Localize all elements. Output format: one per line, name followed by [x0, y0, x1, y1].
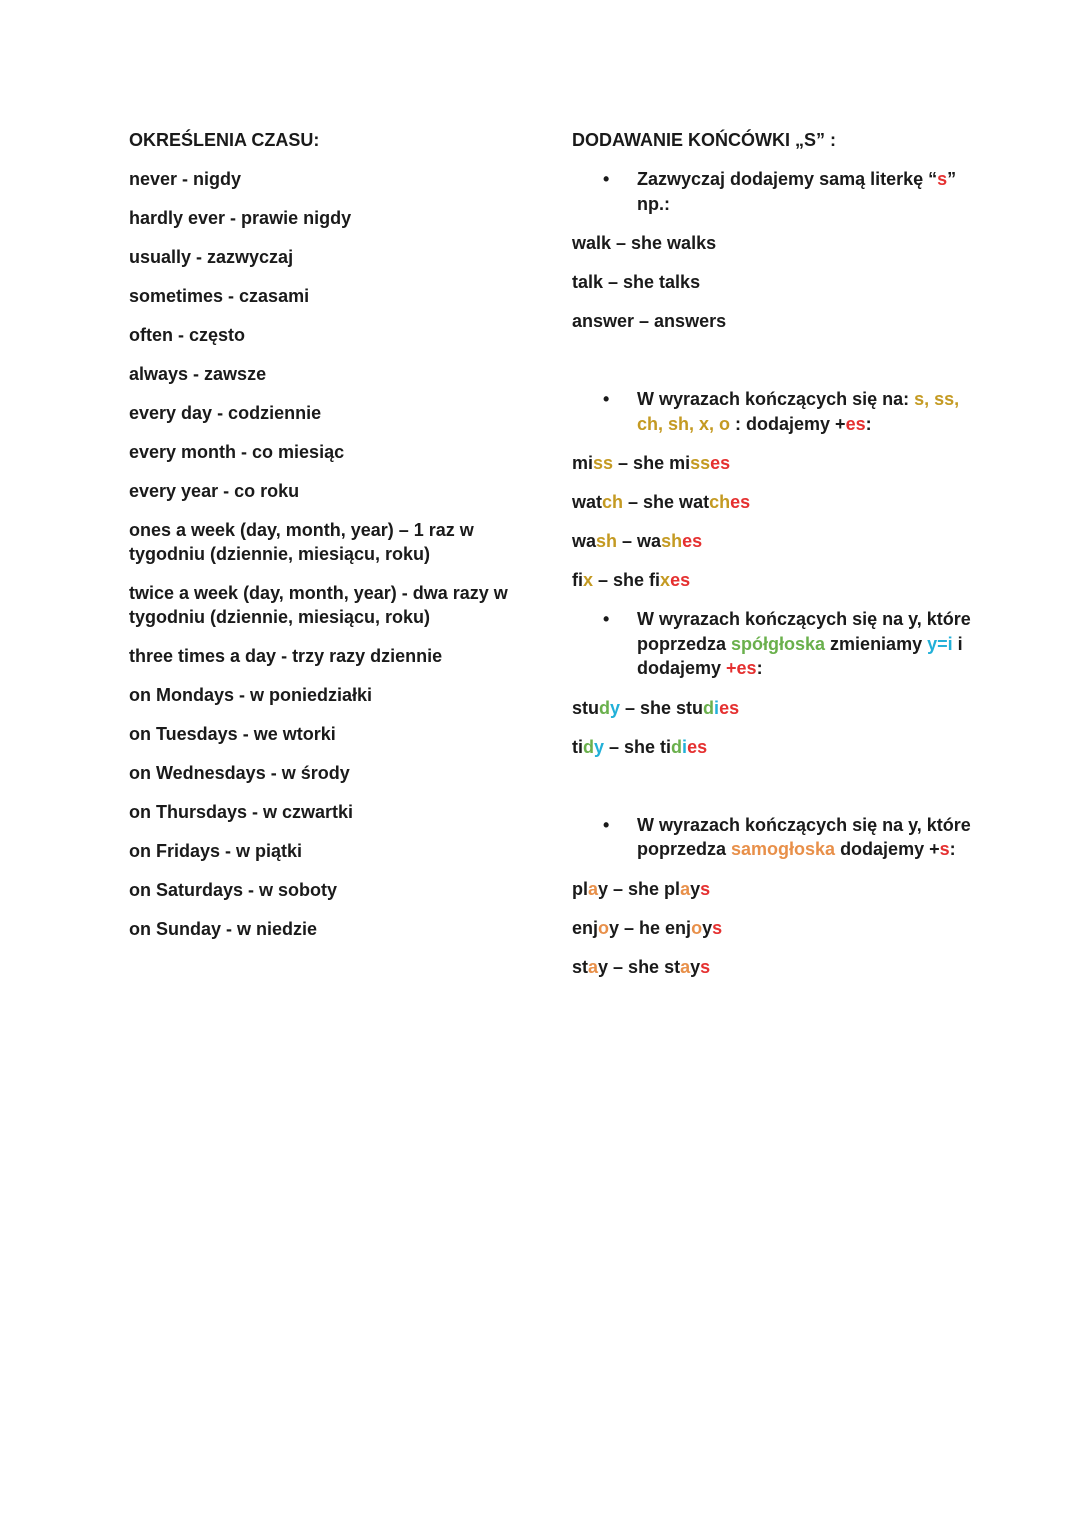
text-segment: dodajemy + [835, 839, 940, 859]
time-expression-item: on Tuesdays - we wtorki [129, 724, 336, 744]
text-segment: y [690, 956, 701, 977]
section-plain-s [572, 167, 972, 333]
examples-list [572, 231, 972, 333]
examples-list [572, 451, 972, 592]
time-expression-item: ones a week (day, month, year) – 1 raz w tygodniu (dziennie, miesiącu, roku) [129, 520, 474, 564]
example-line [572, 529, 972, 553]
highlight-red: es [730, 492, 751, 512]
highlight-green: d [671, 736, 683, 757]
text-segment: zmieniamy [825, 633, 928, 654]
time-expression-item: usually - zazwyczaj [129, 247, 294, 267]
example-line [572, 309, 972, 333]
s-ending-column [572, 128, 972, 994]
highlight-orange: o [598, 917, 610, 938]
highlight-red: +es [726, 658, 757, 678]
text-segment: fi [572, 570, 583, 590]
example-line [572, 696, 972, 720]
text-segment: y – he enj [609, 917, 692, 938]
text-segment: y [690, 878, 701, 899]
highlight-green: d [583, 736, 594, 757]
text-segment: ti [572, 736, 583, 757]
highlight-green: spółgłoska [731, 633, 826, 654]
text-segment: talk – she talks [572, 272, 701, 292]
time-expressions-list [129, 167, 529, 941]
time-expressions-heading: OKREŚLENIA CZASU: [129, 130, 320, 150]
example-line [572, 490, 972, 514]
time-expression-item: twice a week (day, month, year) - dwa razy w tygodniu (dziennie, miesiącu, roku) [129, 583, 508, 627]
highlight-red: s [712, 917, 723, 938]
time-expression-item: every year - co roku [129, 481, 300, 501]
example-line [572, 916, 972, 940]
text-segment: stu [572, 697, 599, 718]
highlight-cyan: i [682, 736, 688, 757]
highlight-orange: samogłoska [731, 839, 836, 859]
text-segment: wa [572, 531, 597, 551]
rule-vowel-y [572, 813, 972, 862]
section-consonant-y [572, 607, 972, 759]
section-vowel-y [572, 813, 972, 979]
highlight-red: es [710, 453, 731, 473]
highlight-orange: a [588, 956, 599, 977]
text-segment: walk – she walks [572, 233, 717, 253]
time-expression-item: every month - co miesiąc [129, 442, 345, 462]
text-segment: – she mi [613, 453, 691, 473]
example-line [572, 877, 972, 901]
highlight-gold: ch [709, 492, 731, 512]
text-segment: : [865, 413, 872, 434]
text-segment: y – she st [598, 956, 681, 977]
bullet-icon: • [603, 609, 610, 629]
bullet-icon: • [603, 389, 610, 409]
s-ending-heading: DODAWANIE KOŃCÓWKI „S” : [572, 130, 836, 150]
rule-text [637, 169, 956, 214]
highlight-gold: ss [690, 453, 711, 473]
text-segment: ” np.: [637, 169, 957, 214]
highlight-red: es [719, 697, 740, 718]
text-segment: y [702, 917, 713, 938]
time-expressions-column [129, 128, 529, 956]
highlight-red: s [939, 839, 950, 859]
text-segment: : [949, 839, 956, 859]
time-expression-item: every day - codziennie [129, 403, 322, 423]
text-segment: i dodajemy [637, 633, 963, 678]
highlight-gold: s, ss, ch, sh, x, o [637, 389, 960, 434]
time-expression-item: on Fridays - w piątki [129, 841, 303, 861]
text-segment: pl [572, 878, 588, 899]
highlight-orange: a [680, 956, 691, 977]
rule-es [572, 387, 972, 436]
highlight-cyan: y=i [927, 633, 953, 654]
time-expression-item: never - nigdy [129, 169, 242, 189]
rule-plain-s [572, 167, 972, 216]
examples-list [572, 877, 972, 979]
example-line [572, 231, 972, 255]
time-expression-item: sometimes - czasami [129, 286, 310, 306]
highlight-cyan: i [714, 697, 720, 718]
highlight-green: d [599, 697, 610, 718]
highlight-gold: x [583, 570, 594, 590]
example-line [572, 735, 972, 759]
text-segment: : [756, 658, 763, 678]
time-expression-item: always - zawsze [129, 364, 267, 384]
section-es [572, 387, 972, 592]
highlight-red: s [700, 878, 711, 899]
time-expression-item: on Sunday - w niedzie [129, 919, 318, 939]
time-expression-item: on Mondays - w poniedziałki [129, 685, 373, 705]
highlight-green: d [703, 697, 715, 718]
rule-text [637, 609, 971, 678]
text-segment: wat [572, 492, 603, 512]
time-expression-item: on Wednesdays - w środy [129, 763, 350, 783]
example-line [572, 451, 972, 475]
text-segment: W wyrazach kończących się na y, które poprzedza [637, 609, 971, 654]
text-segment: W wyrazach kończących się na y, które poprzedza [637, 814, 971, 859]
highlight-red: s [937, 169, 948, 189]
highlight-red: es [687, 736, 708, 757]
highlight-cyan: y [610, 697, 621, 718]
rule-text [637, 389, 959, 434]
highlight-red: s [700, 956, 711, 977]
time-expression-item: on Saturdays - w soboty [129, 880, 338, 900]
highlight-gold: ss [593, 453, 614, 473]
example-line [572, 568, 972, 592]
highlight-red: es [845, 413, 866, 434]
text-segment: mi [572, 453, 594, 473]
text-segment: enj [572, 917, 599, 938]
text-segment: – wa [617, 531, 662, 551]
text-segment: answer – answers [572, 311, 727, 331]
text-segment: – she wat [623, 492, 710, 512]
highlight-orange: a [680, 878, 691, 899]
rule-consonant-y [572, 607, 972, 681]
example-line [572, 270, 972, 294]
text-segment: – she fi [593, 570, 661, 590]
highlight-orange: o [691, 917, 703, 938]
highlight-red: es [670, 570, 691, 590]
text-segment: y – she pl [598, 878, 681, 899]
highlight-gold: x [660, 570, 671, 590]
rule-text [637, 815, 971, 860]
highlight-gold: ch [602, 492, 624, 512]
bullet-icon: • [603, 169, 610, 189]
highlight-red: es [682, 531, 703, 551]
time-expression-item: often - często [129, 325, 246, 345]
time-expression-item: on Thursdays - w czwartki [129, 802, 354, 822]
text-segment: Zazwyczaj dodajemy samą literkę “ [637, 169, 938, 189]
highlight-gold: sh [661, 531, 683, 551]
time-expression-item: three times a day - trzy razy dziennie [129, 646, 443, 666]
text-segment: – she stu [620, 697, 704, 718]
example-line [572, 955, 972, 979]
text-segment: W wyrazach kończących się na: [637, 389, 915, 409]
examples-list [572, 696, 972, 759]
bullet-icon: • [603, 814, 610, 835]
text-segment: : dodajemy + [730, 413, 846, 434]
time-expression-item: hardly ever - prawie nigdy [129, 208, 352, 228]
highlight-orange: a [588, 878, 599, 899]
highlight-gold: sh [596, 531, 618, 551]
text-segment: – she ti [604, 736, 672, 757]
highlight-cyan: y [594, 736, 605, 757]
text-segment: st [572, 956, 589, 977]
